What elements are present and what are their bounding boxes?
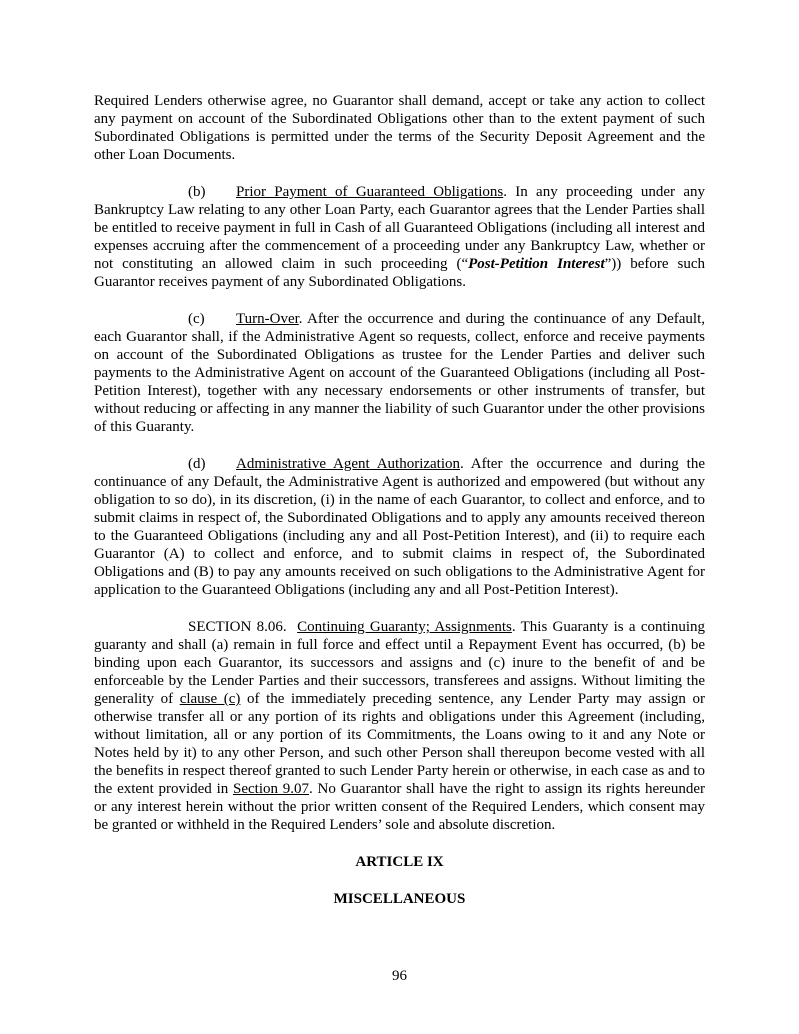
section-label-8-06: SECTION 8.06. — [188, 619, 287, 635]
section-text-8-06-part2: of the immediately preceding sentence, any Lender Party may assign or otherwise transfer all or any portion of its rights and obligations under this Agreement (including, without limitation, all or any portion of its Commitments, the Loans owing to it and any Note or Notes held by it) to any other Person, and such other Person shall thereupon become vested with all the benefits in respect thereof granted to such Lender Party herein or otherwise, in each case as and to the extent provided in — [94, 691, 706, 797]
paragraph-d — [94, 455, 705, 599]
cross-reference-clause-c: clause (c) — [179, 691, 241, 707]
clause-label-c: (c) — [188, 311, 205, 327]
page-number: 96 — [392, 968, 407, 984]
defined-term-post-petition-interest: Post-Petition Interest — [468, 256, 605, 272]
clause-text-d: . After the occurrence and during the continuance of any Default, the Administrative Agent is authorized and empowered (but without any obligation to so do), in its discretion, (i) in the name of each Guarantor, to collect and enforce, and to submit claims in respect of, the Subordinated Obligations and to apply any amounts received thereon to the Guaranteed Obligations (including any and all Post-Petition Interest), and (ii) to require each Guarantor (A) to collect and enforce, and to submit claims in respect of, the Subordinated Obligations and (B) to pay any amounts received on such obligations to the Administrative Agent for application to the Guaranteed Obligations (including any and all Post-Petition Interest). — [94, 456, 705, 598]
clause-text-b-part1: . In any proceeding under any Bankruptcy Law relating to any other Loan Party, each Guarantor agrees that the Lender Parties shall be entitled to receive payment in full in Cash of all Guaranteed Obligations (including all interest and expenses accruing after the commencement of a proceeding under any Bankruptcy Law, whether or not constituting an allowed claim in such proceeding (“ — [94, 184, 705, 272]
paragraph-section-8-06 — [94, 618, 705, 834]
clause-label-b: (b) — [188, 184, 206, 200]
document-page — [94, 92, 705, 908]
section-text-8-06-part1: . This Guaranty is a continuing guaranty and shall (a) remain in full force and effect until a Repayment Event has occurred, (b) be binding upon each Guarantor, its successors and assigns and (c) inure to the benefit of and be enforceable by the Lender Parties and their successors, transferees and assigns. Without limiting the generality of — [94, 619, 706, 707]
clause-heading-d: Administrative Agent Authorization — [236, 456, 461, 472]
paragraph-b — [94, 183, 705, 291]
section-text-8-06-part3: . No Guarantor shall have the right to assign its rights hereunder or any interest herein without the prior written consent of the Required Lenders, which consent may be granted or withheld in the Required Lenders’ sole and absolute discretion. — [94, 781, 705, 833]
clause-text-c: . After the occurrence and during the continuance of any Default, each Guarantor shall, if the Administrative Agent so requests, collect, enforce and receive payments on account of the Subordinated Obligations as trustee for the Lender Parties and deliver such payments to the Administrative Agent on account of the Guaranteed Obligations (including all Post-Petition Interest), together with any necessary endorsements or other instruments of transfer, but without reducing or affecting in any manner the liability of such Guarantor under the other provisions of this Guaranty. — [94, 311, 705, 435]
article-title-heading: MISCELLANEOUS — [333, 891, 466, 907]
cross-reference-section-9-07: Section 9.07 — [233, 781, 309, 797]
clause-text-b-part2: ”)) before such Guarantor receives payment of any Subordinated Obligations. — [94, 256, 705, 290]
clause-heading-b: Prior Payment of Guaranteed Obligations — [236, 184, 504, 200]
section-heading-8-06: Continuing Guaranty; Assignments — [297, 619, 512, 635]
clause-heading-c: Turn-Over — [236, 311, 299, 327]
paragraph-continuation: Required Lenders otherwise agree, no Guarantor shall demand, accept or take any action to collect any payment on account of the Subordinated Obligations other than to the extent payment of such Subordinated Obligations is permitted under the terms of the Security Deposit Agreement and the other Loan Documents. — [94, 93, 705, 163]
clause-label-d: (d) — [188, 456, 206, 472]
paragraph-c — [94, 310, 705, 436]
article-number-heading: ARTICLE IX — [355, 854, 444, 870]
